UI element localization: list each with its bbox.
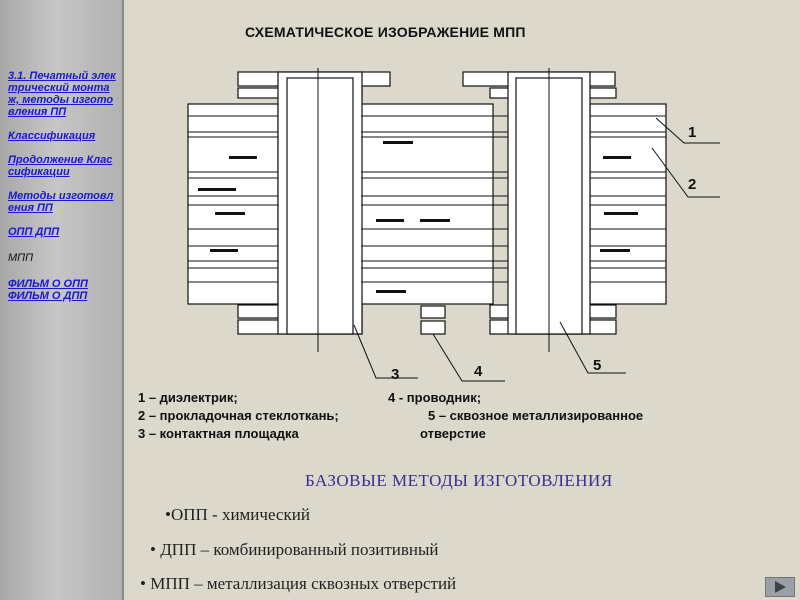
conductor xyxy=(229,156,257,159)
callout-3: 3 xyxy=(391,366,400,383)
callout-2: 2 xyxy=(688,176,697,193)
callout-5: 5 xyxy=(593,357,602,374)
legend-text: 4 - проводник; xyxy=(388,390,482,405)
nav-link-opp-dpp[interactable]: ОПП ДПП xyxy=(8,226,60,238)
contact-pad xyxy=(490,320,616,334)
callout-1: 1 xyxy=(688,124,697,141)
conductor xyxy=(603,156,631,159)
plated-hole-left xyxy=(278,72,362,334)
legend-row xyxy=(138,389,778,407)
plated-hole-right xyxy=(508,72,590,334)
conductor xyxy=(383,141,413,144)
contact-pad xyxy=(238,88,362,98)
conductor xyxy=(215,212,245,215)
nav-current-mpp: МПП xyxy=(8,252,34,264)
plated-hole-left-inner xyxy=(287,78,353,334)
legend-row xyxy=(138,407,778,425)
legend-text: отверстие xyxy=(420,426,486,441)
methods-title: БАЗОВЫЕ МЕТОДЫ ИЗГОТОВЛЕНИЯ xyxy=(305,471,613,490)
legend-row xyxy=(138,425,778,443)
nav-link-film-opp[interactable]: ФИЛЬМ О ОПП xyxy=(8,278,88,290)
legend-text: 3 – контактная площадка xyxy=(138,426,299,441)
nav-link-classification-continued[interactable]: Продолжение Классификации xyxy=(8,154,113,178)
board-block-right xyxy=(590,104,666,304)
diagram-title: СХЕМАТИЧЕСКОЕ ИЗОБРАЖЕНИЕ МПП xyxy=(245,24,526,40)
conductor-pad xyxy=(421,306,445,318)
sidebar xyxy=(0,0,124,600)
method-item: • МПП – металлизация сквозных отверстий xyxy=(140,574,457,593)
contact-pad xyxy=(463,72,615,86)
plated-hole-right-inner xyxy=(516,78,582,334)
conductor xyxy=(198,188,236,191)
conductor xyxy=(210,249,238,252)
contact-pad xyxy=(238,320,362,334)
legend-text: 1 – диэлектрик; xyxy=(138,390,238,405)
conductor xyxy=(600,249,630,252)
legend xyxy=(138,389,778,443)
legend-text: 5 – сквозное металлизированное xyxy=(428,408,644,423)
conductor xyxy=(376,290,406,293)
legend-text: 2 – прокладочная стеклоткань; xyxy=(138,408,339,423)
board-block-middle xyxy=(361,104,493,304)
callout-4: 4 xyxy=(474,363,483,380)
next-slide-button[interactable] xyxy=(765,577,795,597)
contact-pad xyxy=(490,305,616,318)
method-item: •ОПП - химический xyxy=(165,505,310,524)
method-item: • ДПП – комбинированный позитивный xyxy=(150,540,439,559)
board-block-left xyxy=(188,104,278,304)
nav-link-film-dpp[interactable]: ФИЛЬМ О ДПП xyxy=(8,290,88,302)
conductor xyxy=(420,219,450,222)
contact-pad xyxy=(490,88,616,98)
conductor xyxy=(604,212,638,215)
nav-link-manufacturing-methods[interactable]: Методы изготовления ПП xyxy=(8,190,114,214)
contact-pad xyxy=(238,72,390,86)
conductor-pad xyxy=(421,321,445,334)
nav-link-classification[interactable]: Классификация xyxy=(8,130,96,142)
right-arrow-icon xyxy=(766,578,794,596)
conductor xyxy=(376,219,404,222)
sidebar-nav xyxy=(8,70,116,302)
contact-pad xyxy=(238,305,362,318)
nav-link-pcb-methods[interactable]: 3.1. Печатный электрический монтаж, методы изготовления ПП xyxy=(8,70,116,118)
